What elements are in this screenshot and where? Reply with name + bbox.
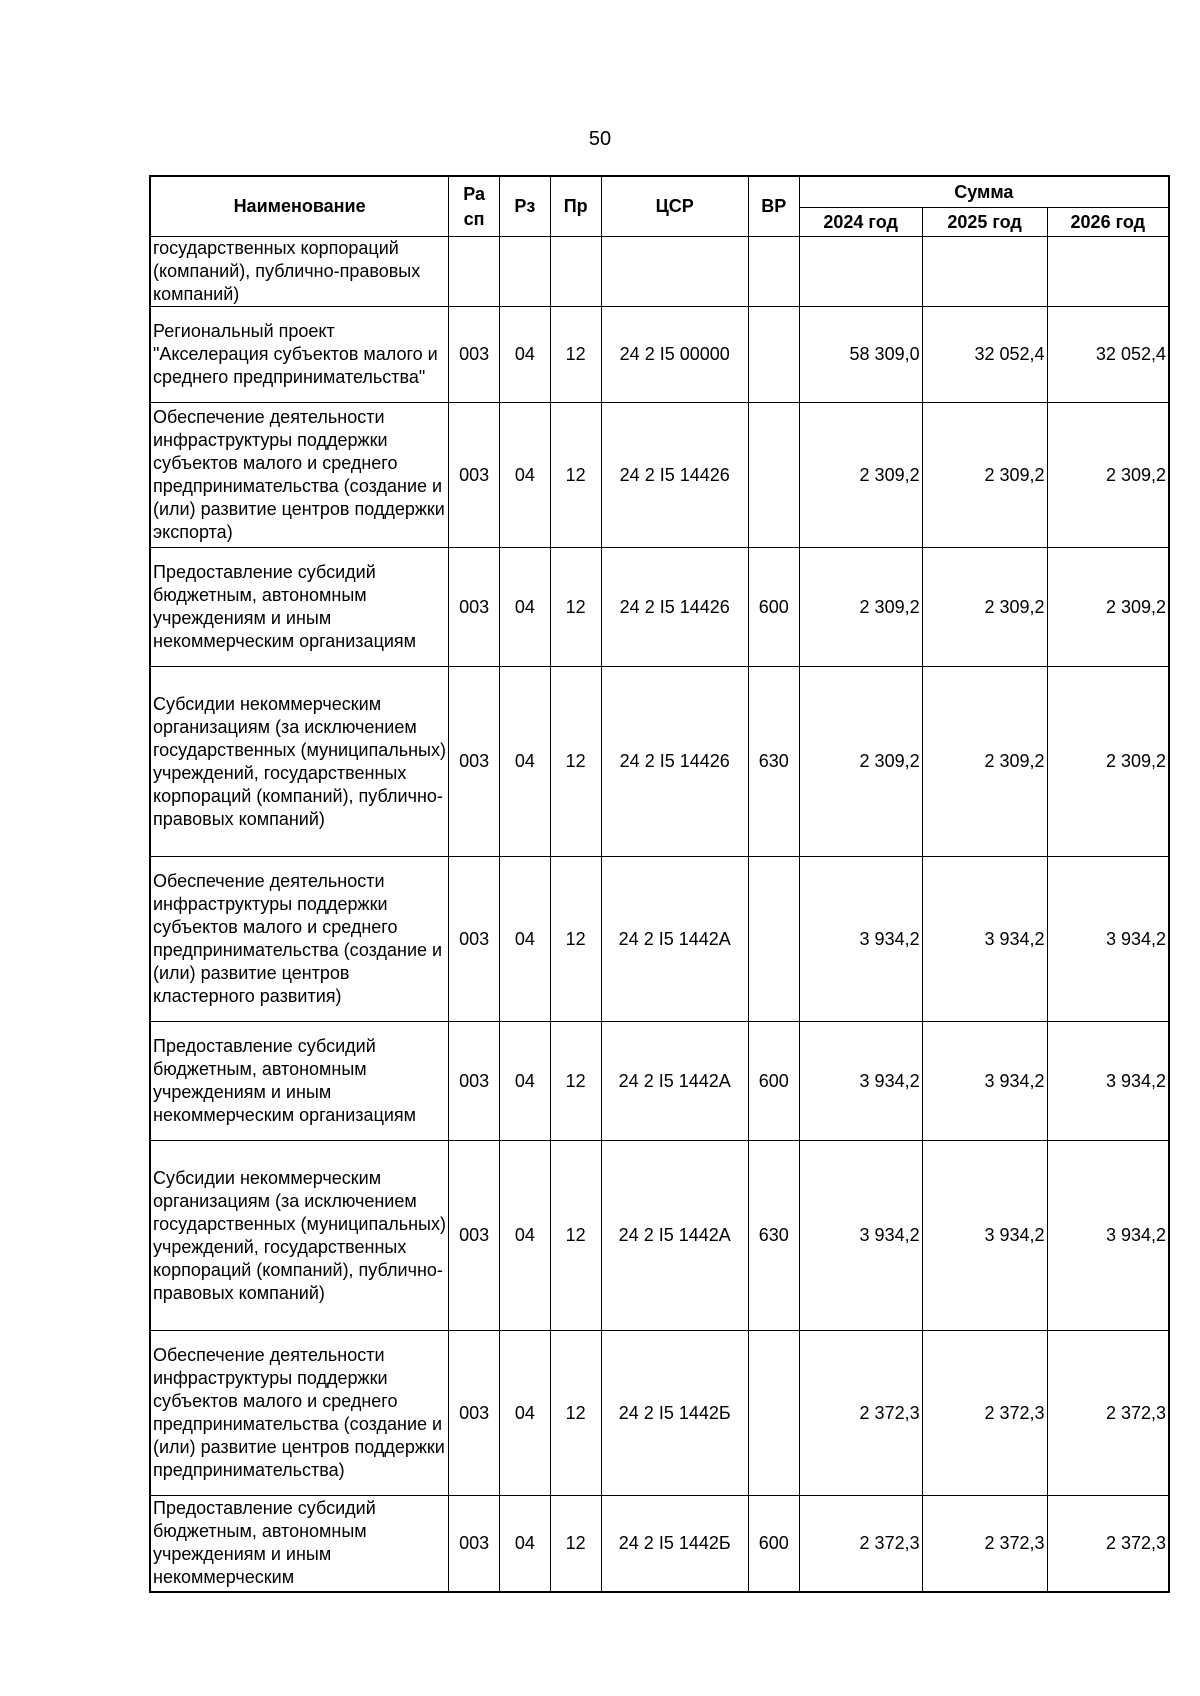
row-amount-2024: 2 372,3 (799, 1496, 922, 1592)
table-row (150, 403, 1169, 548)
row-amount-2024: 2 309,2 (799, 548, 922, 667)
header-rasp: Ра сп (449, 176, 500, 237)
row-amount-2024 (799, 237, 922, 307)
budget-table (149, 175, 1170, 1593)
row-rz-cell: 04 (499, 403, 550, 548)
row-amount-2024: 2 372,3 (799, 1331, 922, 1496)
row-name-cell: Предоставление субсидий бюджетным, автономным учреждениям и иным некоммерческим (150, 1496, 449, 1592)
row-rz-cell: 04 (499, 548, 550, 667)
row-vr-cell (748, 1331, 799, 1496)
row-csr-cell: 24 2 I5 1442А (601, 1141, 748, 1331)
row-amount-2026: 2 372,3 (1047, 1496, 1169, 1592)
page-number: 50 (588, 128, 612, 150)
row-rasp-cell: 003 (449, 667, 500, 857)
row-vr-cell (748, 237, 799, 307)
row-name-cell: государственных корпораций (компаний), публично-правовых компаний) (150, 237, 449, 307)
header-csr: ЦСР (601, 176, 748, 237)
row-amount-2025: 2 372,3 (922, 1331, 1047, 1496)
row-rz-cell: 04 (499, 307, 550, 403)
row-pr-cell: 12 (550, 667, 601, 857)
row-amount-2026: 3 934,2 (1047, 1141, 1169, 1331)
row-rasp-cell: 003 (449, 1496, 500, 1592)
header-name: Наименование (150, 176, 449, 237)
row-pr-cell: 12 (550, 1496, 601, 1592)
row-csr-cell: 24 2 I5 1442Б (601, 1496, 748, 1592)
row-amount-2026: 32 052,4 (1047, 307, 1169, 403)
row-amount-2024: 3 934,2 (799, 857, 922, 1022)
table-body (150, 237, 1169, 1592)
row-rz-cell: 04 (499, 667, 550, 857)
row-amount-2025: 2 372,3 (922, 1496, 1047, 1592)
row-pr-cell: 12 (550, 403, 601, 548)
row-rasp-cell: 003 (449, 307, 500, 403)
header-sum: Сумма (799, 176, 1169, 208)
row-vr-cell: 630 (748, 667, 799, 857)
row-csr-cell (601, 237, 748, 307)
row-name-cell: Предоставление субсидий бюджетным, автономным учреждениям и иным некоммерческим организациям (150, 1022, 449, 1141)
row-rz-cell: 04 (499, 1496, 550, 1592)
row-vr-cell: 600 (748, 1496, 799, 1592)
header-year-2024: 2024 год (799, 208, 922, 237)
row-amount-2024: 58 309,0 (799, 307, 922, 403)
row-rz-cell (499, 237, 550, 307)
row-amount-2025: 2 309,2 (922, 403, 1047, 548)
row-vr-cell (748, 307, 799, 403)
row-csr-cell: 24 2 I5 14426 (601, 667, 748, 857)
row-csr-cell: 24 2 I5 14426 (601, 548, 748, 667)
row-pr-cell: 12 (550, 1022, 601, 1141)
table-row (150, 1022, 1169, 1141)
header-pr: Пр (550, 176, 601, 237)
row-amount-2024: 3 934,2 (799, 1141, 922, 1331)
row-pr-cell: 12 (550, 1141, 601, 1331)
row-rasp-cell: 003 (449, 548, 500, 667)
row-amount-2025: 2 309,2 (922, 548, 1047, 667)
row-amount-2024: 3 934,2 (799, 1022, 922, 1141)
row-amount-2026: 2 372,3 (1047, 1331, 1169, 1496)
row-pr-cell: 12 (550, 857, 601, 1022)
row-amount-2025: 2 309,2 (922, 667, 1047, 857)
row-name-cell: Обеспечение деятельности инфраструктуры поддержки субъектов малого и среднего предпринимательства (создание и (или) развитие центров поддержки предпринимательства) (150, 1331, 449, 1496)
row-name-cell: Предоставление субсидий бюджетным, автономным учреждениям и иным некоммерческим организациям (150, 548, 449, 667)
row-csr-cell: 24 2 I5 14426 (601, 403, 748, 548)
row-name-cell: Субсидии некоммерческим организациям (за исключением государственных (муниципальных) учреждений, государственных корпораций (компаний), публично-правовых компаний) (150, 1141, 449, 1331)
table-row (150, 667, 1169, 857)
row-name-cell: Обеспечение деятельности инфраструктуры поддержки субъектов малого и среднего предпринимательства (создание и (или) развитие центров кластерного развития) (150, 857, 449, 1022)
table-row (150, 1141, 1169, 1331)
row-rz-cell: 04 (499, 857, 550, 1022)
header-row (150, 176, 1169, 208)
row-amount-2025: 3 934,2 (922, 1022, 1047, 1141)
table-row (150, 1331, 1169, 1496)
table-row (150, 1496, 1169, 1592)
row-name-cell: Обеспечение деятельности инфраструктуры поддержки субъектов малого и среднего предпринимательства (создание и (или) развитие центров поддержки экспорта) (150, 403, 449, 548)
row-amount-2026: 3 934,2 (1047, 1022, 1169, 1141)
row-amount-2025 (922, 237, 1047, 307)
row-amount-2024: 2 309,2 (799, 403, 922, 548)
row-pr-cell: 12 (550, 307, 601, 403)
header-vr: ВР (748, 176, 799, 237)
row-vr-cell (748, 403, 799, 548)
row-rasp-cell (449, 237, 500, 307)
row-vr-cell: 600 (748, 1022, 799, 1141)
row-amount-2026: 3 934,2 (1047, 857, 1169, 1022)
row-amount-2026 (1047, 237, 1169, 307)
row-amount-2025: 3 934,2 (922, 857, 1047, 1022)
row-rasp-cell: 003 (449, 1141, 500, 1331)
table-row (150, 857, 1169, 1022)
row-csr-cell: 24 2 I5 00000 (601, 307, 748, 403)
row-csr-cell: 24 2 I5 1442А (601, 1022, 748, 1141)
row-rasp-cell: 003 (449, 857, 500, 1022)
header-year-2026: 2026 год (1047, 208, 1169, 237)
row-amount-2026: 2 309,2 (1047, 667, 1169, 857)
row-rz-cell: 04 (499, 1141, 550, 1331)
row-rz-cell: 04 (499, 1022, 550, 1141)
row-pr-cell: 12 (550, 548, 601, 667)
row-amount-2025: 32 052,4 (922, 307, 1047, 403)
row-csr-cell: 24 2 I5 1442А (601, 857, 748, 1022)
table-row (150, 548, 1169, 667)
row-vr-cell (748, 857, 799, 1022)
row-pr-cell (550, 237, 601, 307)
row-csr-cell: 24 2 I5 1442Б (601, 1331, 748, 1496)
row-rasp-cell: 003 (449, 1022, 500, 1141)
table-row (150, 237, 1169, 307)
row-name-cell: Субсидии некоммерческим организациям (за исключением государственных (муниципальных) учреждений, государственных корпораций (компаний), публично-правовых компаний) (150, 667, 449, 857)
table-row (150, 307, 1169, 403)
row-name-cell: Региональный проект "Акселерация субъектов малого и среднего предпринимательства" (150, 307, 449, 403)
header-rz: Рз (499, 176, 550, 237)
row-amount-2024: 2 309,2 (799, 667, 922, 857)
row-vr-cell: 600 (748, 548, 799, 667)
row-rz-cell: 04 (499, 1331, 550, 1496)
row-amount-2026: 2 309,2 (1047, 548, 1169, 667)
row-pr-cell: 12 (550, 1331, 601, 1496)
row-rasp-cell: 003 (449, 403, 500, 548)
header-year-2025: 2025 год (922, 208, 1047, 237)
row-amount-2026: 2 309,2 (1047, 403, 1169, 548)
row-rasp-cell: 003 (449, 1331, 500, 1496)
row-vr-cell: 630 (748, 1141, 799, 1331)
row-amount-2025: 3 934,2 (922, 1141, 1047, 1331)
